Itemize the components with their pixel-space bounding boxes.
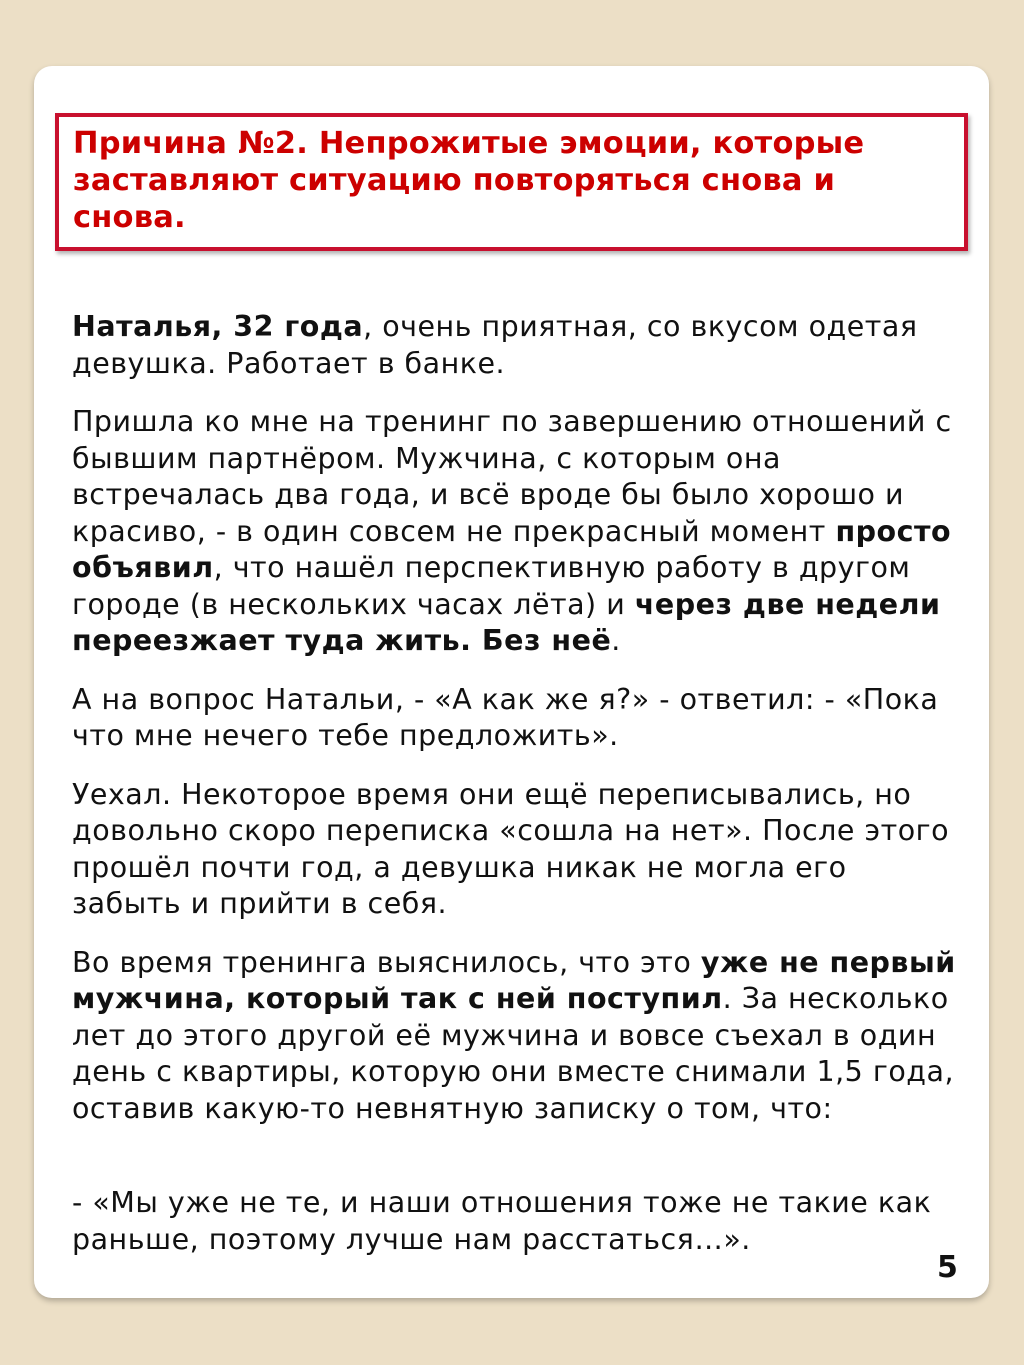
paragraph-text: , что нашёл перспективную работу в другом городе (в нескольких часах лёта) и xyxy=(72,551,911,621)
paragraph-text: Уехал. Некоторое время они ещё переписывались, но довольно скоро переписка «сошла на нет». После этого прошёл почти год, а девушка никак не могла его забыть и прийти в себя. xyxy=(72,777,950,920)
paragraph-note-quote xyxy=(72,1185,962,1258)
bold-text: через две недели переезжает туда жить. Без неё xyxy=(72,587,941,657)
bold-text: Наталья, 32 года xyxy=(72,310,364,343)
page-number: 5 xyxy=(937,1250,958,1285)
paragraph-text: Во время тренинга выяснилось, что это xyxy=(72,945,701,979)
paragraph-text: А на вопрос Натальи, - «А как же я?» - ответил: - «Пока что мне нечего тебе предложить». xyxy=(72,682,939,752)
paragraph-training xyxy=(72,404,962,660)
paragraph-discovery xyxy=(72,945,962,1128)
paragraph-intro xyxy=(72,309,962,382)
paragraph-question xyxy=(72,682,962,755)
page-title: Причина №2. Непрожитые эмоции, которые заставляют ситуацию повторяться снова и снова. xyxy=(73,126,865,235)
article-body xyxy=(72,309,962,1280)
paragraph-text: Пришла ко мне на тренинг по завершению отношений с бывшим партнёром. Мужчина, с которым она встречалась два года, и всё вроде бы было хорошо и красиво, - в один совсем не прекрасный момент xyxy=(72,405,952,548)
paragraph-text: , очень приятная, со вкусом одетая девушка. Работает в банке. xyxy=(72,310,918,380)
paragraph-text: . xyxy=(611,624,621,657)
bold-text: просто объявил xyxy=(72,514,952,584)
paragraph-text: - «Мы уже не те, и наши отношения тоже не такие как раньше, поэтому лучше нам расстаться…». xyxy=(72,1186,932,1256)
paragraph-text: . За несколько лет до этого другой её мужчина и вовсе съехал в один день с квартиры, которую они вместе снимали 1,5 года, оставив какую-то невнятную записку о том, что: xyxy=(72,982,955,1125)
title-box xyxy=(55,113,968,251)
paragraph-left xyxy=(72,777,962,923)
bold-text: уже не первый мужчина, который так с ней поступил xyxy=(72,945,956,1015)
